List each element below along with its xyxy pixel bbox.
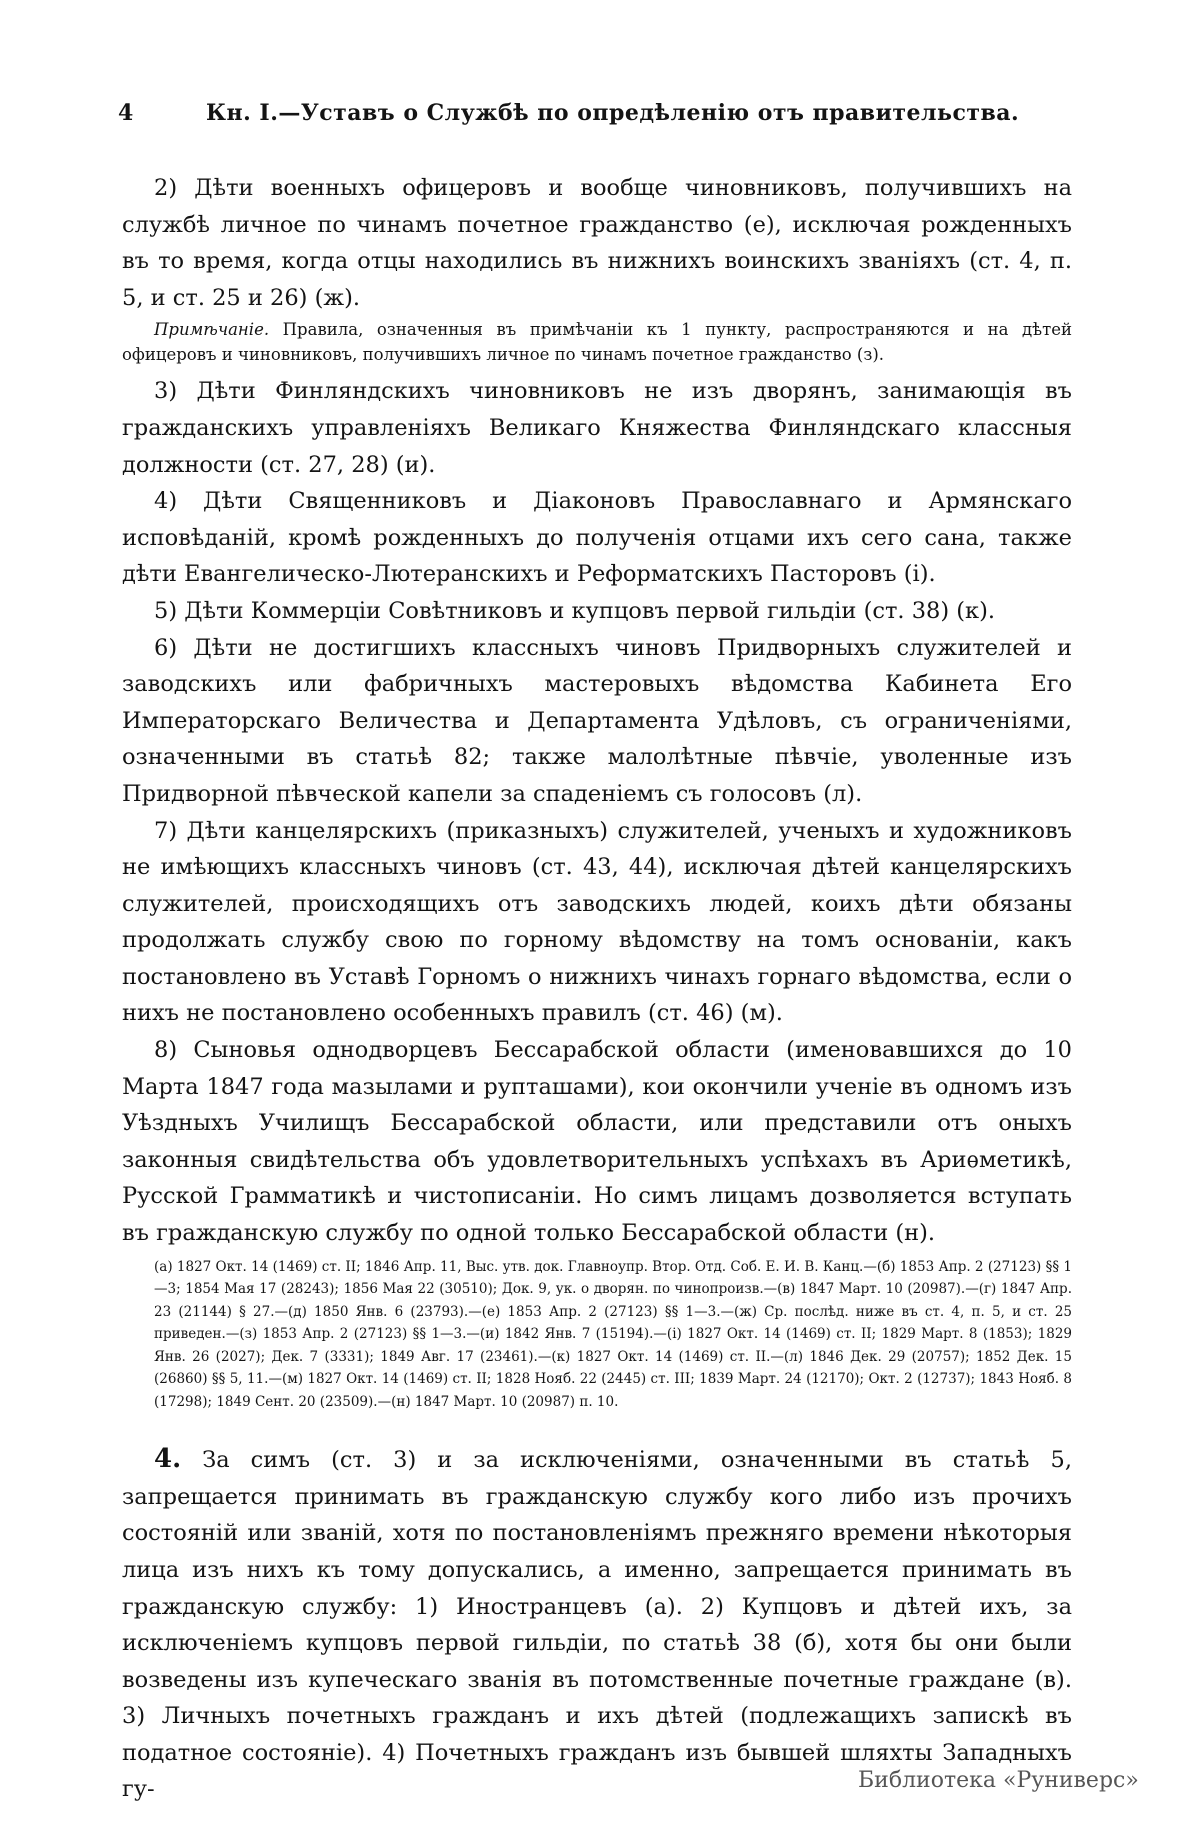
paragraph-2: 2) Дѣти военныхъ офицеровъ и вообще чиновниковъ, получившихъ на службѣ личное по чинамъ почетное гражданство (е), исключая рожденныхъ въ то время, когда отцы находились въ нижнихъ воинскихъ званіяхъ (ст. 4, п. 5, и ст. 25 и 26) (ж). [122,175,1072,311]
references: (а) 1827 Окт. 14 (1469) ст. II; 1846 Апр. 11, Выс. утв. док. Главноупр. Втор. Отд. Соб. Е. И. В. Канц.—(б) 1853 Апр. 2 (27123) §§ 1—3; 1854 Мая 17 (28243); 1856 Мая 22 (30510); Док. 9, ук. о дворян. по чинопроизв.—(в) 1847 Март. 10 (20987).—(г) 1847 Апр. 23 (21144) § 27.—(д) 1850 Янв. 6 (23793).—(е) 1853 Апр. 2 (27123) §§ 1—3.—(ж) Ср. послѣд. ниже въ ст. 4, п. 5, и ст. 25 приведен.—(з) 1853 Апр. 2 (27123) §§ 1—3.—(и) 1842 Янв. 7 (15194).—(і) 1827 Окт. 14 (1469) ст. II; 1829 Март. 8 (1853); 1829 Янв. 26 (2027); Дек. 7 (3331); 1849 Авг. 17 (23461).—(к) 1827 Окт. 14 (1469) ст. II.—(л) 1846 Дек. 29 (20757); 1852 Дек. 15 (26860) §§ 5, 11.—(м) 1827 Окт. 14 (1469) ст. II; 1828 Нояб. 22 (2445) ст. III; 1839 Март. 24 (12170); Окт. 2 (12737); 1843 Нояб. 8 (17298); 1849 Сент. 20 (23509).—(н) 1847 Март. 10 (20987) п. 10. [154,1258,1072,1410]
paragraph-5: 5) Дѣти Коммерціи Совѣтниковъ и купцовъ первой гильдіи (ст. 38) (к). [154,597,996,624]
note-label: Примѣчаніе. [154,320,270,340]
article-number: 4. [154,1444,182,1475]
paragraph-4: 4) Дѣти Священниковъ и Діаконовъ Православнаго и Армянскаго исповѣданій, кромѣ рожденныхъ до полученія отцами ихъ сего сана, также дѣти Евангелическо-Лютеранскихъ и Реформатскихъ Пасторовъ (і). [122,488,1072,588]
article-4 [122,1441,1072,1808]
library-watermark: Библиотека «Руниверс» [858,1768,1139,1793]
running-title: Кн. I.—Уставъ о Службѣ по опредѣленію отъ правительства. [206,100,1020,126]
paragraph-3: 3) Дѣти Финляндскихъ чиновниковъ не изъ дворянъ, занимающія въ гражданскихъ управленіяхъ Великаго Княжества Финляндскаго классныя должности (ст. 27, 28) (и). [122,378,1072,478]
page-number: 4 [118,100,134,126]
page-body [122,170,1072,1808]
paragraph-7: 7) Дѣти канцелярскихъ (приказныхъ) служителей, ученыхъ и художниковъ не имѣющихъ классныхъ чиновъ (ст. 43, 44), исключая дѣтей канцелярскихъ служителей, происходящихъ отъ заводскихъ людей, коихъ дѣти обязаны продолжать службу свою по горному вѣдомству на томъ основаніи, какъ постановлено въ Уставѣ Горномъ о нижнихъ чинахъ горнаго вѣдомства, если о нихъ не постановлено особенныхъ правилъ (ст. 46) (м). [122,817,1072,1027]
note [122,318,1072,367]
running-header [118,100,1078,126]
paragraph-8: 8) Сыновья однодворцевъ Бессарабской области (именовавшихся до 10 Марта 1847 года мазылами и рупташами), кои окончили ученіе въ одномъ изъ Уѣздныхъ Училищъ Бессарабской области, или представили отъ оныхъ законныя свидѣтельства объ удовлетворительныхъ успѣхахъ въ Ариѳметикѣ, Русской Грамматикѣ и чистописаніи. Но симъ лицамъ дозволяется вступать въ гражданскую службу по одной только Бессарабской области (н). [122,1037,1072,1247]
article-text: За симъ (ст. 3) и за исключеніями, означенными въ статьѣ 5, запрещается принимать въ гражданскую службу кого либо изъ прочихъ состояній или званій, хотя по постановленіямъ прежняго времени нѣкоторыя лица изъ нихъ къ тому допускались, а именно, запрещается принимать въ гражданскую службу: 1) Иностранцевъ (а). 2) Купцовъ и дѣтей ихъ, за исключеніемъ купцовъ первой гильдіи, по статьѣ 38 (б), хотя бы они были возведены изъ купеческаго званія въ потомственные почетные граждане (в). 3) Личныхъ почетныхъ гражданъ и ихъ дѣтей (подлежащихъ запискѣ въ податное состояніе). 4) Почетныхъ гражданъ изъ бывшей шляхты Западныхъ гу- [122,1447,1072,1803]
note-text: Правила, означенныя въ примѣчаніи къ 1 пункту, распространяются и на дѣтей офицеровъ и чиновниковъ, получившихъ личное по чинамъ почетное гражданство (з). [122,320,1072,364]
paragraph-6: 6) Дѣти не достигшихъ классныхъ чиновъ Придворныхъ служителей и заводскихъ или фабричныхъ мастеровыхъ вѣдомства Кабинета Его Императорскаго Величества и Департамента Удѣловъ, съ ограниченіями, означенными въ статьѣ 82; также малолѣтные пѣвчіе, уволенные изъ Придворной пѣвческой капели за спаденіемъ съ голосовъ (л). [122,634,1072,807]
